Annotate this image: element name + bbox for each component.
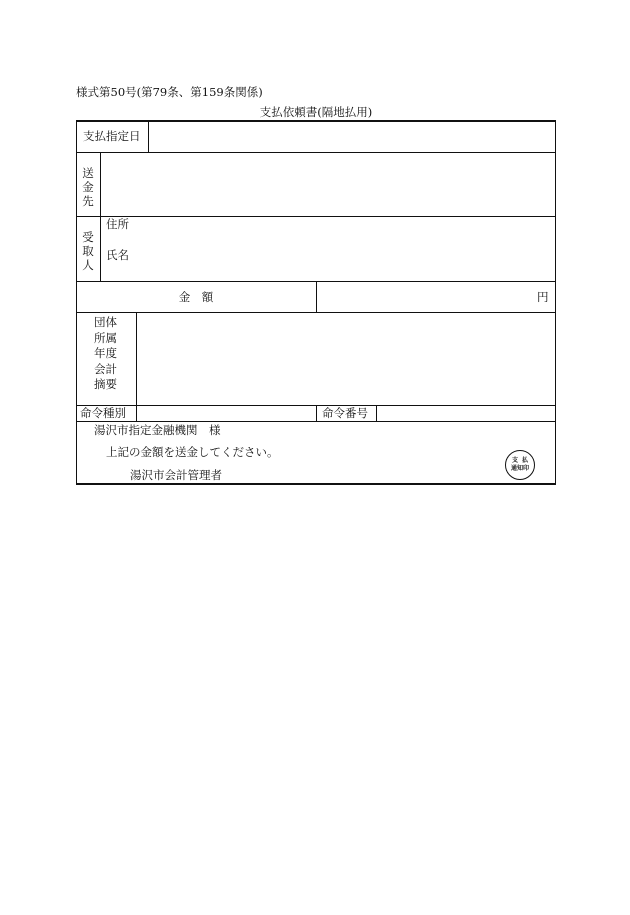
order-number-label: 命令番号 bbox=[322, 406, 368, 420]
payment-date-label: 支払指定日 bbox=[83, 129, 141, 143]
remit-to-field[interactable] bbox=[102, 154, 554, 215]
form-number: 様式第50号(第79条、第159条関係) bbox=[76, 85, 263, 99]
address-label: 住所 bbox=[106, 217, 129, 231]
category-field[interactable] bbox=[138, 314, 554, 403]
order-number-field[interactable] bbox=[378, 407, 554, 420]
payment-request-form bbox=[76, 120, 556, 485]
address-field[interactable] bbox=[136, 217, 554, 245]
rule-amount bbox=[76, 312, 556, 313]
divider-category bbox=[136, 312, 137, 421]
rule-payment-date bbox=[76, 152, 556, 153]
name-field[interactable] bbox=[136, 248, 554, 278]
divider-order-right bbox=[376, 405, 377, 421]
payment-notice-stamp: 支払 通知印 bbox=[505, 450, 535, 480]
divider-amount bbox=[316, 281, 317, 312]
name-label: 氏名 bbox=[106, 248, 129, 262]
amount-unit: 円 bbox=[537, 290, 549, 304]
bank-line: 湯沢市指定金融機関 様 bbox=[94, 423, 221, 437]
order-type-label: 命令種別 bbox=[80, 406, 126, 420]
amount-label: 金 額 bbox=[178, 290, 214, 304]
amount-field[interactable] bbox=[318, 284, 538, 310]
recipient-label: 受 取 人 bbox=[82, 230, 94, 272]
divider-side-labels bbox=[100, 152, 101, 281]
payment-date-field[interactable] bbox=[150, 122, 554, 150]
rule-order bbox=[76, 421, 556, 422]
remit-to-label: 送 金 先 bbox=[82, 166, 94, 208]
order-type-field[interactable] bbox=[138, 407, 314, 420]
divider-payment-date bbox=[148, 120, 149, 152]
officer-line: 湯沢市会計管理者 bbox=[130, 468, 222, 482]
divider-order-left bbox=[316, 405, 317, 421]
form-title: 支払依頼書(隔地払用) bbox=[259, 105, 373, 119]
category-labels: 団体 所属 年度 会計 摘要 bbox=[94, 315, 117, 391]
request-line: 上記の金額を送金してください。 bbox=[106, 445, 279, 459]
